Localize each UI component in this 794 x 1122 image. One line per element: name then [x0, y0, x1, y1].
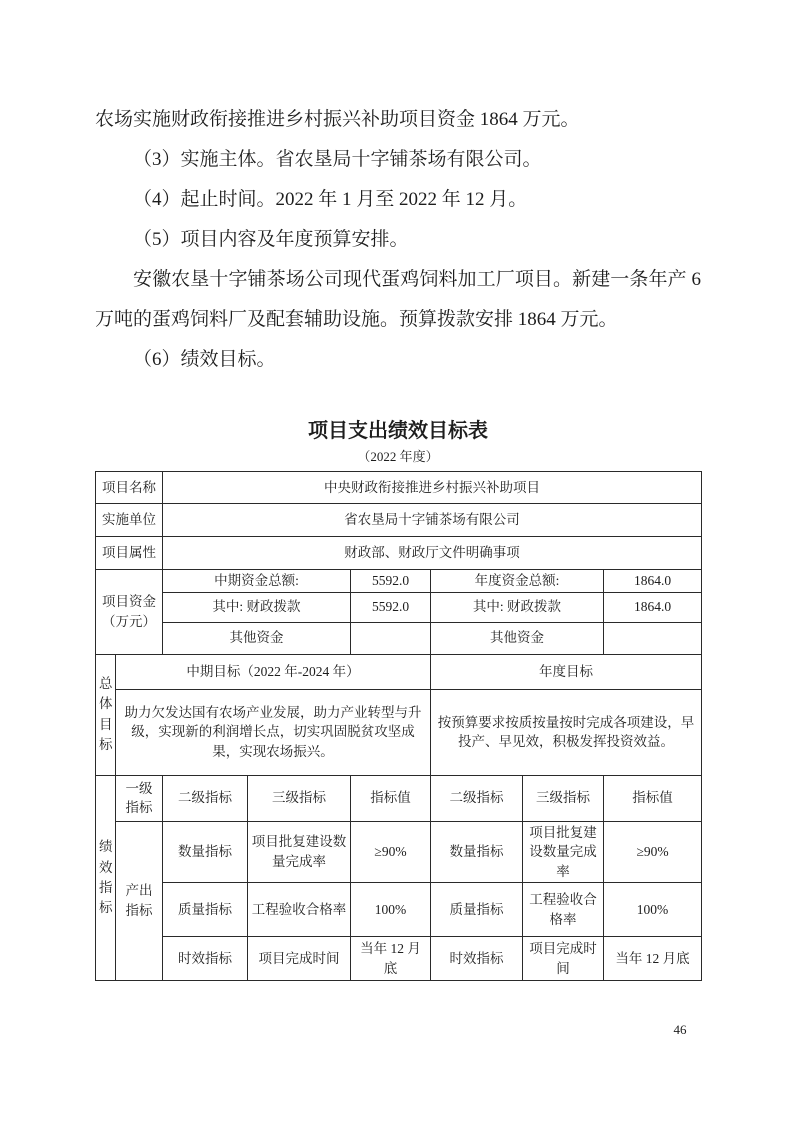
level2-indicator-header: 二级指标	[163, 775, 248, 821]
table-row	[96, 504, 702, 537]
level3-indicator-header: 三级指标	[248, 775, 351, 821]
year-goal-text: 按预算要求按质按量按时完成各项建设，早投产、早见效，积极发挥投资效益。	[431, 689, 702, 775]
mid-fiscal-value: 5592.0	[351, 592, 431, 622]
table-row	[96, 570, 702, 593]
mid-total-value: 5592.0	[351, 570, 431, 593]
project-name-label: 项目名称	[96, 472, 163, 504]
page-number: 46	[673, 1022, 687, 1037]
mid-total-label: 中期资金总额:	[163, 570, 351, 593]
level2-indicator-header-annual: 二级指标	[431, 775, 523, 821]
table-subtitle: （2022 年度）	[357, 449, 439, 464]
table-row	[96, 775, 702, 821]
paragraph: （4）起止时间。2022 年 1 月至 2022 年 12 月。	[133, 189, 528, 210]
quantity-indicator-value: ≥90%	[351, 821, 431, 883]
year-other-label: 其他资金	[431, 622, 604, 654]
year-other-value	[604, 622, 702, 654]
table-row	[96, 472, 702, 504]
project-name-value: 中央财政衔接推进乡村振兴补助项目	[163, 472, 702, 504]
quantity-indicator-label: 数量指标	[163, 821, 248, 883]
indicator-value-header: 指标值	[351, 775, 431, 821]
funds-section-label: 项目资金（万元）	[96, 570, 163, 655]
mid-goal-header: 中期目标（2022 年-2024 年）	[116, 654, 431, 689]
indicator-value-header-annual: 指标值	[604, 775, 702, 821]
year-fiscal-label: 其中: 财政拨款	[431, 592, 604, 622]
level3-indicator-header-annual: 三级指标	[523, 775, 604, 821]
quality-indicator-name-annual: 工程验收合格率	[523, 883, 604, 937]
paragraph: （5）项目内容及年度预算安排。	[133, 229, 409, 250]
quantity-indicator-label-annual: 数量指标	[431, 821, 523, 883]
table-row	[96, 654, 702, 689]
overall-goal-section-label	[96, 654, 116, 775]
table-row	[96, 689, 702, 775]
year-total-label: 年度资金总额:	[431, 570, 604, 593]
level1-indicator-header: 一级指标	[116, 775, 163, 821]
timeliness-indicator-label: 时效指标	[163, 937, 248, 981]
quantity-indicator-name: 项目批复建设数量完成率	[248, 821, 351, 883]
quantity-indicator-name-annual: 项目批复建设数量完成率	[523, 821, 604, 883]
timeliness-indicator-name-annual: 项目完成时间	[523, 937, 604, 981]
timeliness-indicator-value: 当年 12 月底	[351, 937, 431, 981]
paragraph: 农场实施财政衔接推进乡村振兴补助项目资金 1864 万元。	[95, 109, 580, 130]
quantity-indicator-value-annual: ≥90%	[604, 821, 702, 883]
table-row	[96, 592, 702, 622]
quality-indicator-value-annual: 100%	[604, 883, 702, 937]
year-goal-header: 年度目标	[431, 654, 702, 689]
performance-vertical-text: 绩效指标	[99, 839, 113, 916]
paragraph: （6）绩效目标。	[133, 349, 276, 370]
paragraph: 安徽农垦十字铺茶场公司现代蛋鸡饲料加工厂项目。新建一条年产 6 万吨的蛋鸡饲料厂及配套辅助设施。预算拨款安排 1864 万元。	[95, 269, 701, 330]
table-row	[96, 622, 702, 654]
table-row	[96, 537, 702, 570]
body-text-block	[95, 100, 701, 380]
timeliness-indicator-value-annual: 当年 12 月底	[604, 937, 702, 981]
implementing-unit-label: 实施单位	[96, 504, 163, 537]
mid-other-value	[351, 622, 431, 654]
mid-fiscal-label: 其中: 财政拨款	[163, 592, 351, 622]
paragraph: （3）实施主体。省农垦局十字铺茶场有限公司。	[133, 149, 542, 170]
year-fiscal-value: 1864.0	[604, 592, 702, 622]
output-indicator-label: 产出指标	[116, 821, 163, 981]
implementing-unit-value: 省农垦局十字铺茶场有限公司	[163, 504, 702, 537]
table-row	[96, 883, 702, 937]
overall-goal-vertical-text: 总体目标	[99, 676, 113, 752]
table-title: 项目支出绩效目标表	[308, 420, 488, 442]
performance-target-table	[95, 471, 702, 981]
timeliness-indicator-name: 项目完成时间	[248, 937, 351, 981]
project-attribute-value: 财政部、财政厅文件明确事项	[163, 537, 702, 570]
quality-indicator-value: 100%	[351, 883, 431, 937]
performance-section-label	[96, 775, 116, 981]
quality-indicator-name: 工程验收合格率	[248, 883, 351, 937]
table-row	[96, 937, 702, 981]
quality-indicator-label-annual: 质量指标	[431, 883, 523, 937]
quality-indicator-label: 质量指标	[163, 883, 248, 937]
mid-other-label: 其他资金	[163, 622, 351, 654]
project-attribute-label: 项目属性	[96, 537, 163, 570]
year-total-value: 1864.0	[604, 570, 702, 593]
timeliness-indicator-label-annual: 时效指标	[431, 937, 523, 981]
table-row	[96, 821, 702, 883]
mid-goal-text: 助力欠发达国有农场产业发展，助力产业转型与升级，实现新的利润增长点，切实巩固脱贫攻坚成果，实现农场振兴。	[116, 689, 431, 775]
